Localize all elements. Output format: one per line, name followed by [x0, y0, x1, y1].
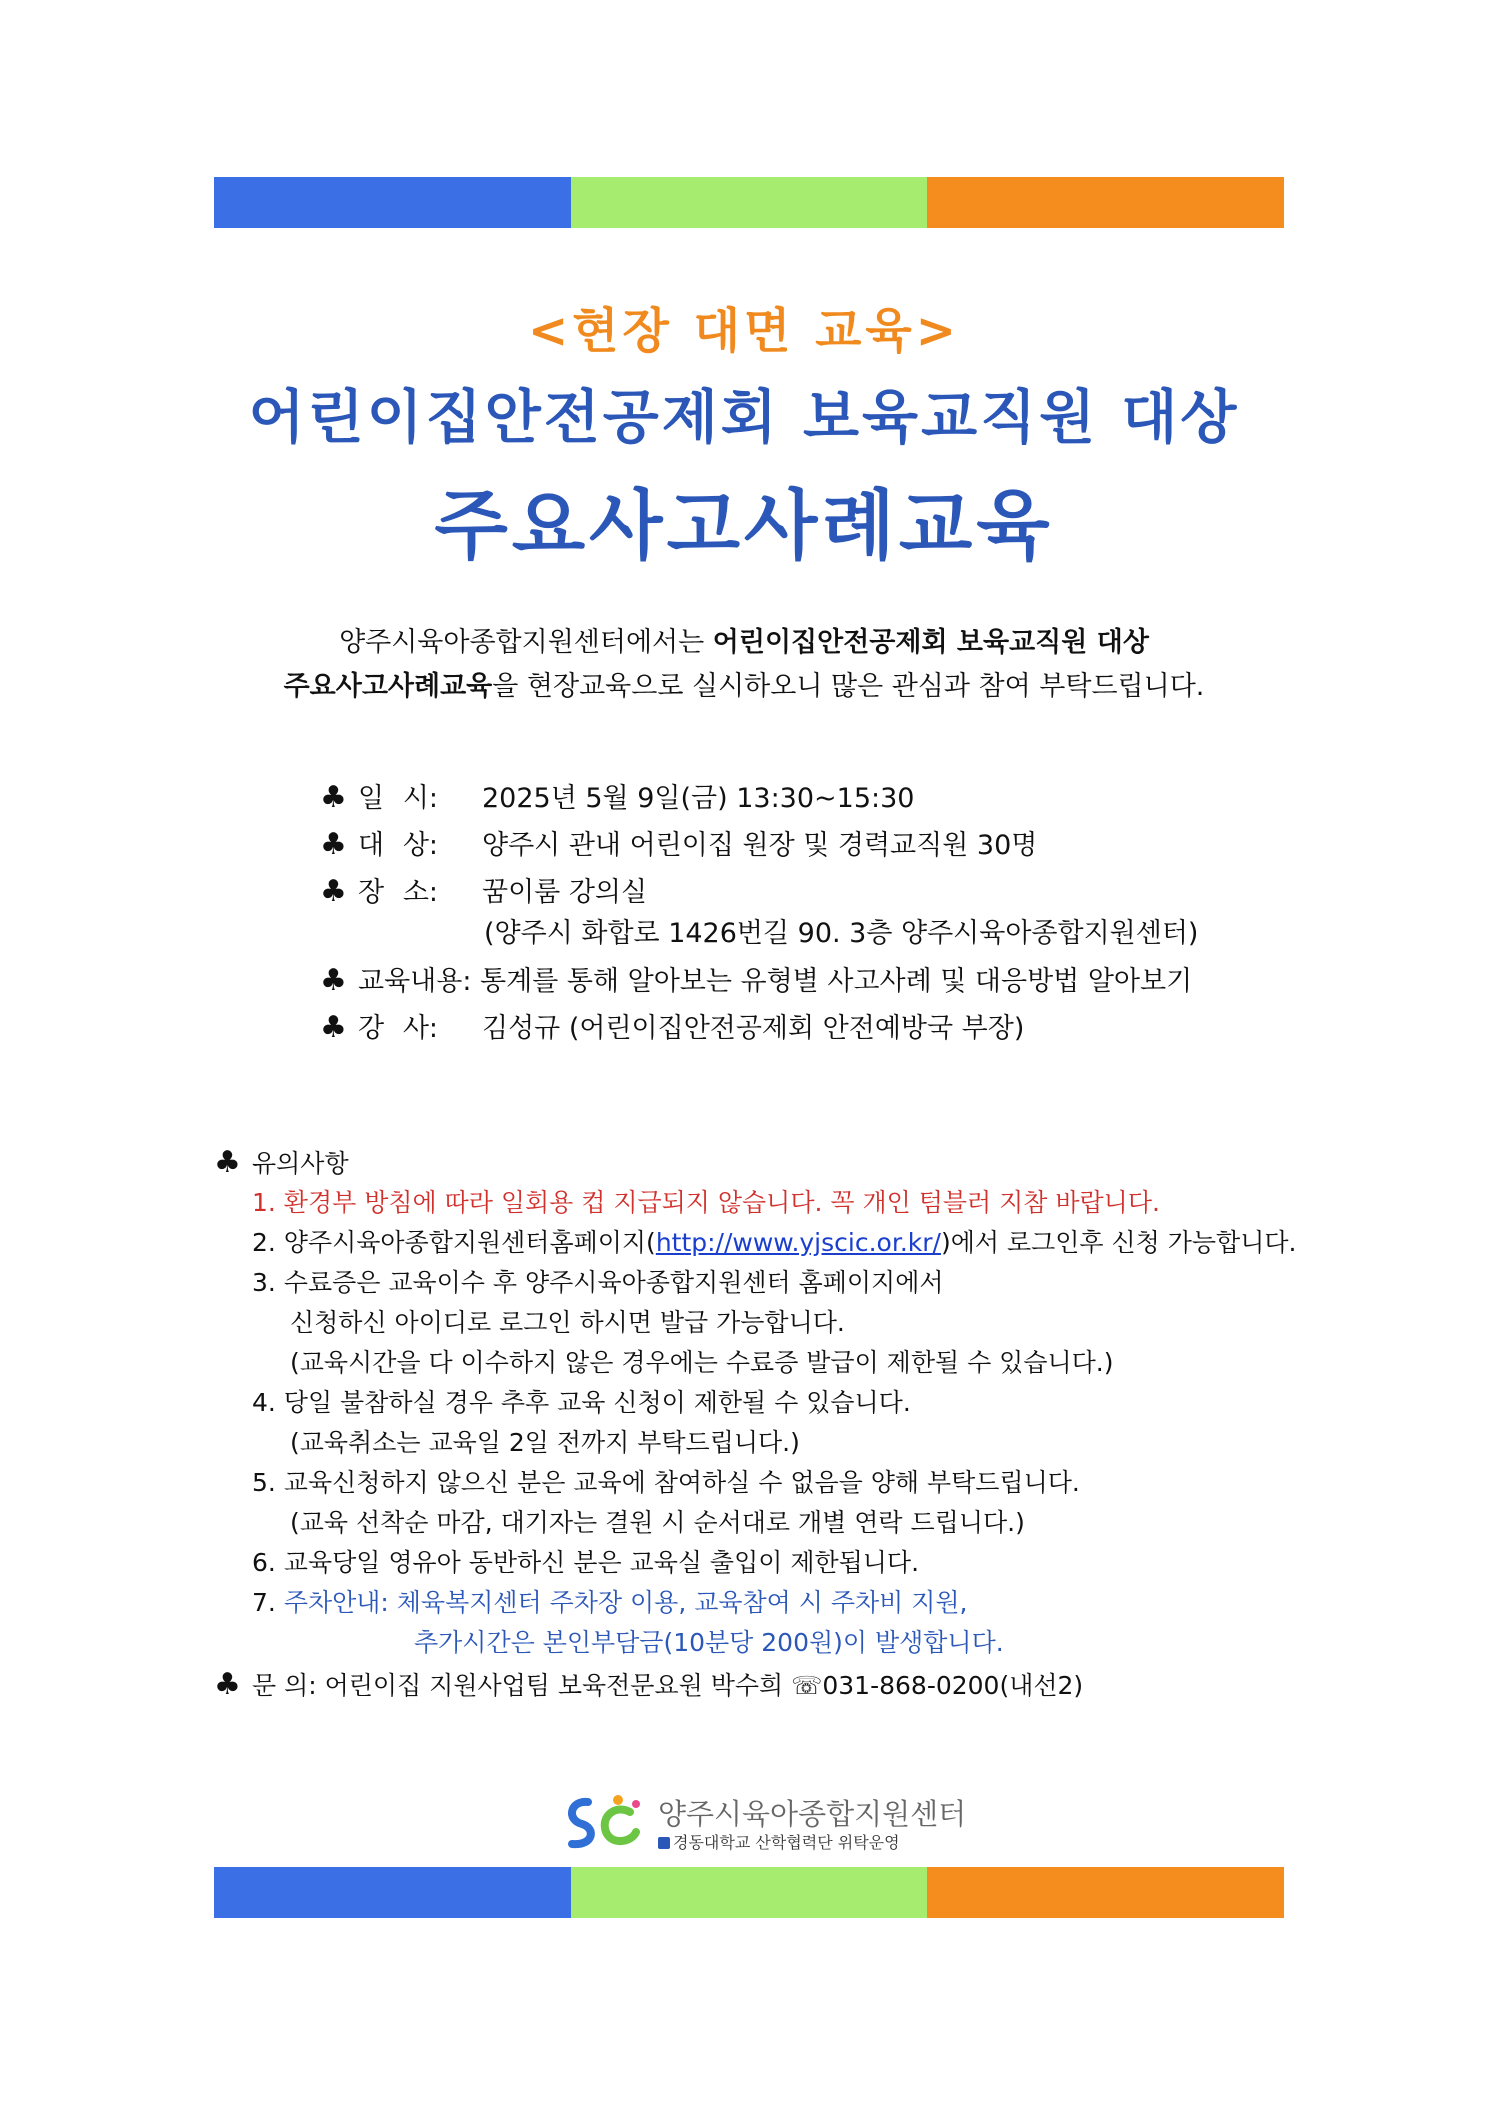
info-label: 강 사:: [358, 1013, 438, 1044]
info-row-lecturer: [320, 1008, 1024, 1048]
title-line-1: 어린이집안전공제회 보육교직원 대상: [248, 383, 1240, 451]
info-row-content: [320, 961, 1192, 1001]
bottom-color-band: [214, 1867, 1284, 1918]
info-label: 장 소:: [358, 877, 438, 908]
club-icon: ♣: [320, 1010, 347, 1045]
club-icon: ♣: [320, 963, 347, 998]
band-blue: [214, 1867, 571, 1918]
info-label: 일 시:: [358, 783, 438, 814]
logo-name: 양주시육아종합지원센터: [658, 1797, 967, 1831]
info-label: 대 상:: [358, 830, 438, 861]
center-logo: [560, 1790, 967, 1852]
note-3c: (교육시간을 다 이수하지 않은 경우에는 수료증 발급이 제한될 수 있습니다.): [290, 1348, 1114, 1377]
info-lecturer-value: 김성규 (어린이집안전공제회 안전예방국 부장): [482, 1013, 1025, 1044]
note-3b: 신청하신 아이디로 로그인 하시면 발급 가능합니다.: [290, 1308, 845, 1337]
intro-line-2: [0, 664, 1488, 703]
note-5b: (교육 선착순 마감, 대기자는 결원 시 순서대로 개별 연락 드립니다.): [290, 1508, 1025, 1537]
note-7b: 추가시간은 본인부담금(10분당 200원)이 발생합니다.: [414, 1628, 1004, 1657]
info-label: 교육내용:: [358, 966, 472, 997]
contact-line: ♣ 문 의: 어린이집 지원사업팀 보육전문요원 박수희 ☏031-868-0200(내선2): [214, 1667, 1084, 1702]
club-icon: ♣: [320, 827, 347, 862]
band-orange: [927, 177, 1284, 228]
intro-rest: 을 현장교육으로 실시하오니 많은 관심과 참여 부탁드립니다.: [492, 671, 1205, 702]
info-target-value: 양주시 관내 어린이집 원장 및 경력교직원 30명: [482, 830, 1038, 861]
note-4b: (교육취소는 교육일 2일 전까지 부탁드립니다.): [290, 1428, 800, 1457]
info-row-date: [320, 778, 914, 818]
note-5a: 5. 교육신청하지 않으신 분은 교육에 참여하실 수 없음을 양해 부탁드립니다.: [252, 1468, 1080, 1497]
subtitle: <현장 대면 교육>: [527, 303, 961, 359]
center-logo-icon: [560, 1790, 650, 1852]
top-color-band: [214, 177, 1284, 228]
homepage-link[interactable]: http://www.yjscic.or.kr/: [655, 1228, 941, 1257]
info-content-value: 통계를 통해 알아보는 유형별 사고사례 및 대응방법 알아보기: [480, 966, 1193, 997]
intro-bold-2: 주요사고사례교육: [283, 671, 493, 702]
logo-sub: 경동대학교 산학협력단 위탁운영: [658, 1830, 900, 1853]
info-date-value: 2025년 5월 9일(금) 13:30~15:30: [482, 783, 915, 814]
notes-heading: ♣ 유의사항: [214, 1145, 349, 1180]
note-7a: 7. 주차안내: 체육복지센터 주차장 이용, 교육참여 시 주차비 지원,: [252, 1588, 968, 1617]
info-row-place: [320, 872, 647, 912]
intro-bold-1: 어린이집안전공제회 보육교직원 대상: [712, 627, 1149, 658]
club-icon: ♣: [320, 874, 347, 909]
club-icon: ♣: [320, 780, 347, 815]
note-1: 1. 환경부 방침에 따라 일회용 컵 지급되지 않습니다. 꼭 개인 텀블러 지참 바랍니다.: [252, 1188, 1160, 1217]
note-2: 2. 양주시육아종합지원센터홈페이지(http://www.yjscic.or.kr/)에서 로그인후 신청 가능합니다.: [252, 1228, 1297, 1257]
note-6: 6. 교육당일 영유아 동반하신 분은 교육실 출입이 제한됩니다.: [252, 1548, 920, 1577]
band-green: [571, 1867, 928, 1918]
band-orange: [927, 1867, 1284, 1918]
note-3a: 3. 수료증은 교육이수 후 양주시육아종합지원센터 홈페이지에서: [252, 1268, 944, 1297]
university-emblem-icon: [658, 1837, 670, 1849]
note-4a: 4. 당일 불참하실 경우 추후 교육 신청이 제한될 수 있습니다.: [252, 1388, 911, 1417]
info-place-address: (양주시 화합로 1426번길 90. 3층 양주시육아종합지원센터): [484, 918, 1199, 949]
info-place-value: 꿈이룸 강의실: [482, 877, 648, 908]
info-row-target: [320, 825, 1037, 865]
intro-prefix: 양주시육아종합지원센터에서는: [339, 627, 713, 658]
club-icon: ♣: [214, 1667, 241, 1702]
club-icon: ♣: [214, 1145, 241, 1180]
intro-line-1: [0, 620, 1488, 659]
band-green: [571, 177, 928, 228]
title-line-2: 주요사고사례교육: [434, 481, 1054, 570]
band-blue: [214, 177, 571, 228]
